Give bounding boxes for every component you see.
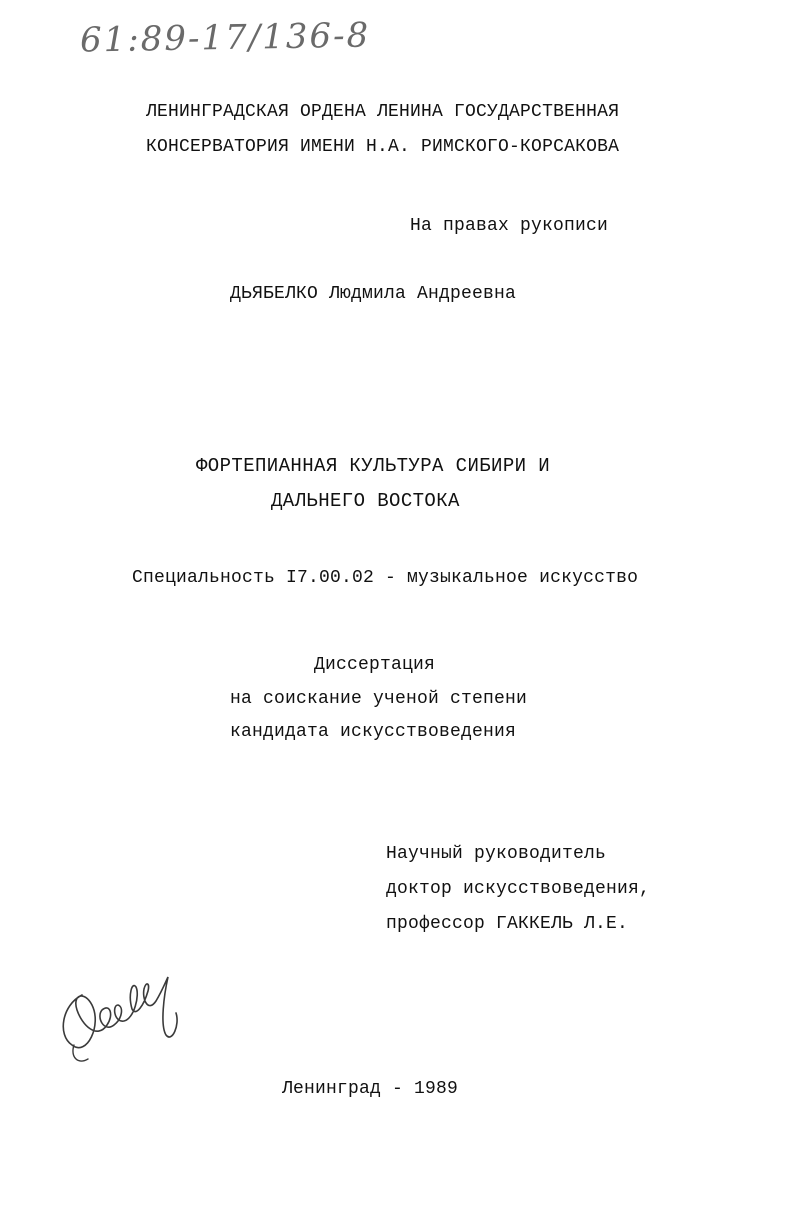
author-name: ДЬЯБЕЛКО Людмила Андреевна [230, 284, 517, 304]
dissertation-title-line-2: ДАЛЬНЕГО ВОСТОКА [271, 490, 460, 512]
supervisor-line-1: Научный руководитель [386, 844, 607, 864]
degree-line-2: на соискание ученой степени [230, 689, 528, 709]
dissertation-title-line-1: ФОРТЕПИАННАЯ КУЛЬТУРА СИБИРИ И [196, 455, 551, 477]
institution-line-2: КОНСЕРВАТОРИЯ ИМЕНИ Н.А. РИМСКОГО-КОРСАКОВА [146, 137, 620, 157]
institution-line-1: ЛЕНИНГРАДСКАЯ ОРДЕНА ЛЕНИНА ГОСУДАРСТВЕННАЯ [146, 102, 620, 122]
supervisor-line-2: доктор искусствоведения, [386, 879, 651, 899]
manuscript-rights: На правах рукописи [410, 216, 609, 236]
supervisor-line-3: профессор ГАККЕЛЬ Л.Е. [386, 914, 629, 934]
place-and-year: Ленинград - 1989 [282, 1079, 459, 1099]
specialty: Специальность I7.00.02 - музыкальное искусство [132, 568, 639, 588]
degree-line-1: Диссертация [314, 655, 436, 675]
degree-line-3: кандидата искусствоведения [230, 722, 517, 742]
archive-number-handwritten: 61:89-17/136-8 [79, 15, 371, 61]
author-signature [52, 965, 222, 1075]
